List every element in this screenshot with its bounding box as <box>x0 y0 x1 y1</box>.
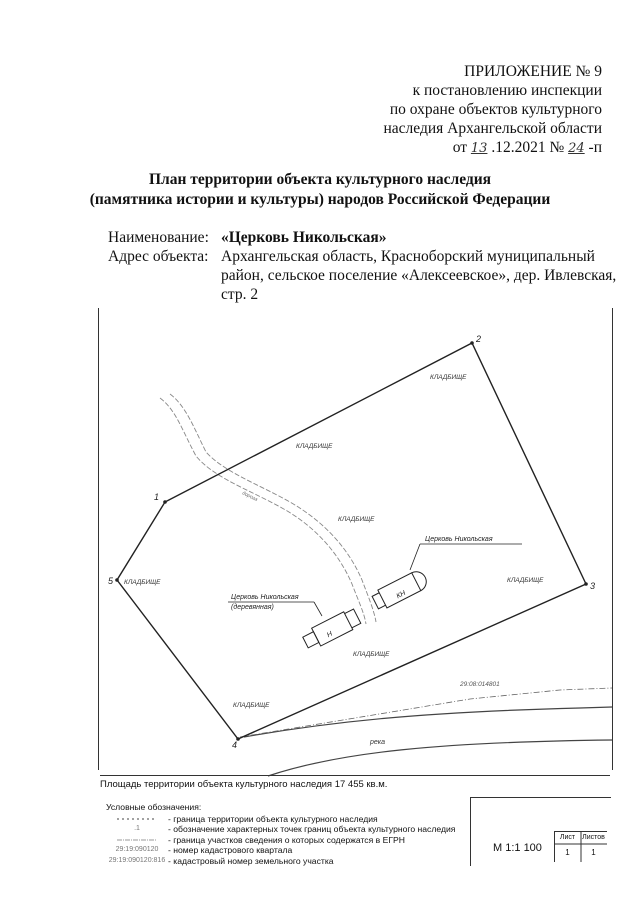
church-n-building <box>301 607 362 651</box>
title-line-1: План территории объекта культурного наследия <box>148 171 492 188</box>
point-label-5: 5 <box>108 576 114 586</box>
cemetery-label: КЛАДБИЩЕ <box>507 577 544 584</box>
boundary-point-5 <box>115 578 119 582</box>
name-label: Наименование: <box>108 229 209 246</box>
sheets-label: Листов <box>582 834 605 841</box>
legend-symbol-egrn <box>106 837 168 843</box>
date-suffix: -п <box>588 139 602 156</box>
date-month-year: .12.2021 № <box>491 139 565 156</box>
cemetery-label: КЛАДБИЩЕ <box>353 651 390 658</box>
church-wooden-leader-line <box>314 602 322 616</box>
sheets-value: 1 <box>591 848 596 857</box>
boundary-point-2 <box>470 341 474 345</box>
road-line-left <box>160 398 366 624</box>
church-wooden-sublabel: (деревянная) <box>231 604 274 611</box>
building-n-label: Н <box>325 630 334 640</box>
boundary-point-3 <box>584 582 588 586</box>
address-value: Архангельская область, Красноборский муниципальный район, сельское поселение «Алексеевское», дер. Ивлевская, стр. 2 <box>221 248 617 303</box>
church-label: Церковь Никольская <box>425 536 493 543</box>
legend-symbol-point: .1 <box>134 825 140 832</box>
title-block <box>470 797 611 866</box>
boundary-point-1 <box>163 500 167 504</box>
territory-area: Площадь территории объекта культурного наследия 17 455 кв.м. <box>100 775 610 790</box>
cemetery-label: КЛАДБИЩЕ <box>296 443 333 450</box>
legend-item <box>106 845 455 856</box>
legend-text: - обозначение характерных точек границ объекта культурного наследия <box>168 824 456 834</box>
legend-item <box>106 814 455 825</box>
legend-symbol-parcel: 29:19:090120:816 <box>108 856 166 864</box>
cemetery-label: КЛАДБИЩЕ <box>338 516 375 523</box>
point-label-4: 4 <box>232 740 238 750</box>
title-line-2: (памятника истории и культуры) народов Российской Федерации <box>89 191 551 208</box>
legend-item <box>106 824 455 835</box>
legend-text: - кадастровый номер земельного участка <box>168 855 334 866</box>
legend-item <box>106 835 455 846</box>
map-scale: М 1:1 100 <box>493 842 542 854</box>
church-wooden-label: Церковь Никольская <box>231 594 299 601</box>
point-label-2: 2 <box>476 334 482 344</box>
sheet-cells <box>554 831 607 862</box>
legend-title: Условные обозначения: <box>106 802 202 812</box>
church-kn-building <box>371 568 430 611</box>
cemetery-label: КЛАДБИЩЕ <box>233 702 270 709</box>
legend-symbol-quarter: 29:19:090120 <box>115 846 159 853</box>
road-line-right <box>170 394 376 622</box>
river-bank-south <box>268 740 612 776</box>
road-label: дорога <box>241 490 259 503</box>
date-prefix: от <box>452 139 468 156</box>
cemetery-label: КЛАДБИЩЕ <box>124 579 161 586</box>
handwritten-number: 24 <box>568 141 585 156</box>
cemetery-label: КЛАДБИЩЕ <box>430 374 467 381</box>
appendix-line-4: наследия Архангельской области <box>383 120 602 137</box>
appendix-title: ПРИЛОЖЕНИЕ № 9 <box>464 63 602 80</box>
handwritten-day: 13 <box>470 141 488 156</box>
legend-item <box>106 856 455 867</box>
cadastral-number-label: 29:08:014801 <box>460 681 500 688</box>
legend-text: - граница участков сведения о которых содержатся в ЕГРН <box>168 834 405 845</box>
name-value: «Церковь Никольская» <box>221 229 387 246</box>
appendix-line-3: по охране объектов культурного <box>389 101 602 118</box>
legend-text: - номер кадастрового квартала <box>168 845 293 855</box>
point-label-3: 3 <box>590 581 596 591</box>
sheet-value: 1 <box>565 848 570 857</box>
territory-boundary <box>117 343 586 739</box>
church-leader-line <box>410 544 420 570</box>
point-label-1: 1 <box>154 492 160 502</box>
legend-symbol-boundary <box>106 816 168 822</box>
legend-text: - граница территории объекта культурного наследия <box>168 813 378 824</box>
legend <box>106 802 455 866</box>
river-label: река <box>370 739 385 746</box>
appendix-line-2: к постановлению инспекции <box>412 82 602 99</box>
sheet-label: Лист <box>559 834 576 841</box>
building-kn-label: КН <box>395 589 407 601</box>
address-label: Адрес объекта: <box>108 248 209 265</box>
